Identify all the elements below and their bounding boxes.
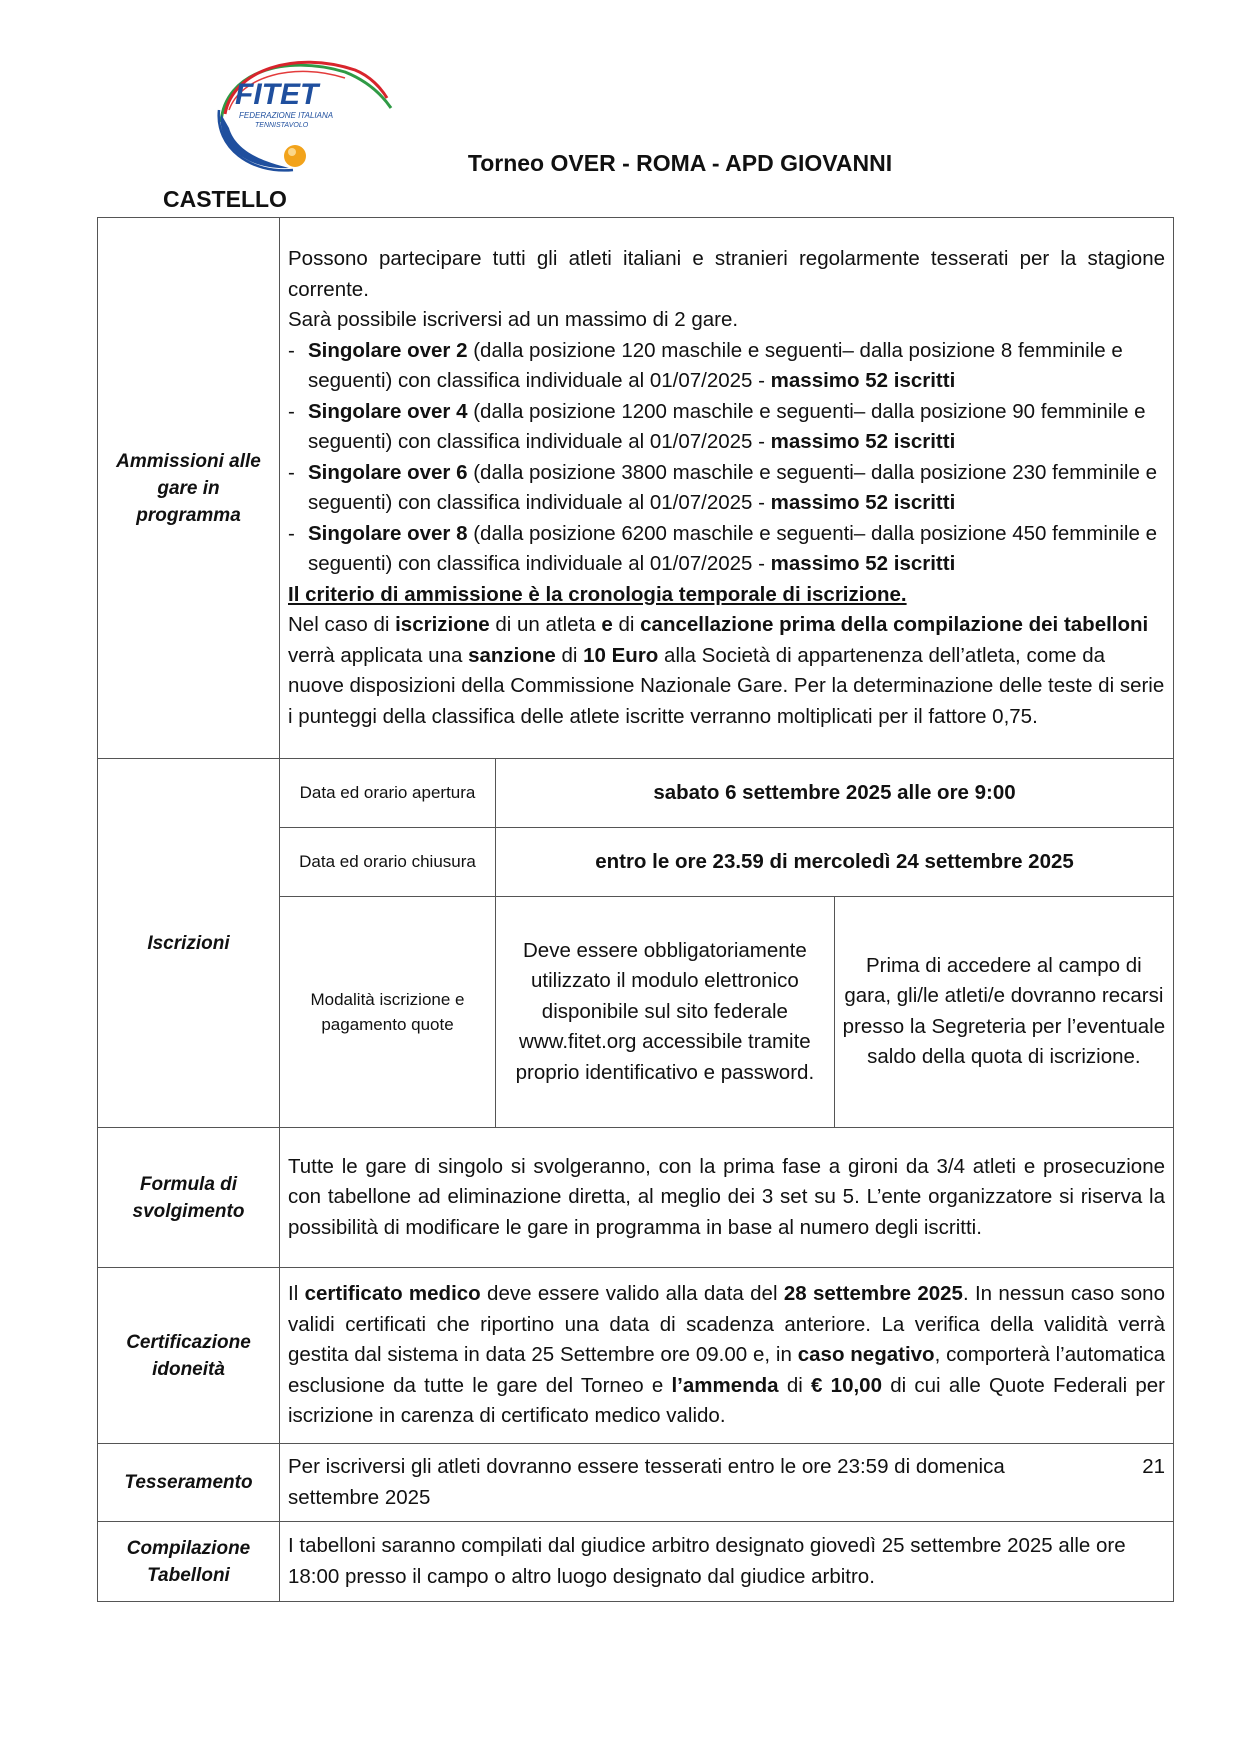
row-iscrizioni xyxy=(98,759,1174,1128)
page-title: Torneo OVER - ROMA - APD GIOVANNI xyxy=(467,150,893,176)
modalita-online: Deve essere obbligatoriamente utilizzato il modulo elettronico disponibile sul sito federale www.fitet.org accessibile tramite proprio identificativo e password. xyxy=(496,896,835,1127)
apertura-value: sabato 6 settembre 2025 alle ore 9:00 xyxy=(496,759,1174,827)
criterio-ammissione: Il criterio di ammissione è la cronologia temporale di iscrizione. xyxy=(288,582,907,606)
logo-subtext: FEDERAZIONE ITALIANA xyxy=(239,111,334,120)
label-tesseramento: Tesseramento xyxy=(98,1444,280,1522)
label-iscrizioni: Iscrizioni xyxy=(98,759,280,1128)
ammissioni-intro: Possono partecipare tutti gli atleti italiani e stranieri regolarmente tesserati per la stagione corrente. xyxy=(288,247,1165,301)
fitet-logo xyxy=(215,52,393,174)
row-compilazione xyxy=(98,1522,1174,1602)
list-item: - Singolare over 6 (dalla posizione 3800 maschile e seguenti– dalla posizione 230 femminile e seguenti) con classifica individuale al 01/07/2025 - massimo 52 iscritti xyxy=(288,460,1157,514)
row-certificazione xyxy=(98,1268,1174,1444)
label-formula: Formula di svolgimento xyxy=(98,1128,280,1268)
content-certificazione: Il certificato medico deve essere valido alla data del 28 settembre 2025. In nessun caso sono validi certificati che riportino una data di scadenza anteriore. La verifica della validità verrà gestita dal sistema in data 25 Settembre ore 09.00 e, in caso negativo, comporterà l’automatica esclusione da tutte le gare del Torneo e l’ammenda di € 10,00 di cui alle Quote Federali per iscrizione in carenza di certificato medico valido. xyxy=(280,1268,1174,1444)
logo-text: FITET xyxy=(235,78,319,111)
chiusura-value: entro le ore 23.59 di mercoledì 24 settembre 2025 xyxy=(496,827,1174,896)
content-tesseramento: Per iscriversi gli atleti dovranno essere tesserati entro le ore 23:59 di domenica 21 settembre 2025 xyxy=(280,1444,1174,1522)
list-item: - Singolare over 4 (dalla posizione 1200 maschile e seguenti– dalla posizione 90 femminile e seguenti) con classifica individuale al 01/07/2025 - massimo 52 iscritti xyxy=(288,399,1146,453)
modalita-saldo: Prima di accedere al campo di gara, gli/le atleti/e dovranno recarsi presso la Segreteria per l’eventuale saldo della quota di iscrizione. xyxy=(834,896,1173,1127)
row-formula xyxy=(98,1128,1174,1268)
logo-subtext-2: TENNISTAVOLO xyxy=(255,122,309,129)
list-item: - Singolare over 8 (dalla posizione 6200 maschile e seguenti– dalla posizione 450 femminile e seguenti) con classifica individuale al 01/07/2025 - massimo 52 iscritti xyxy=(288,521,1157,575)
content-iscrizioni xyxy=(280,759,1174,1128)
chiusura-label: Data ed orario chiusura xyxy=(280,827,496,896)
ammissioni-max-gare: Sarà possibile iscriversi ad un massimo di 2 gare. xyxy=(288,308,739,331)
label-certificazione: Certificazione idoneità xyxy=(98,1268,280,1444)
list-item: - Singolare over 2 (dalla posizione 120 maschile e seguenti– dalla posizione 8 femminile e seguenti) con classifica individuale al 01/07/2025 - massimo 52 iscritti xyxy=(288,338,1123,392)
content-formula: Tutte le gare di singolo si svolgeranno, con la prima fase a gironi da 3/4 atleti e prosecuzione con tabellone ad eliminazione diretta, al meglio dei 3 set su 5. L’ente organizzatore si riserva la possibilità di modificare le gare in programma in base al numero degli iscritti. xyxy=(280,1128,1174,1268)
row-ammissioni xyxy=(98,218,1174,759)
iscrizioni-subtable xyxy=(280,759,1173,1127)
content-ammissioni xyxy=(280,218,1174,759)
content-compilazione: I tabelloni saranno compilati dal giudice arbitro designato giovedì 25 settembre 2025 alle ore 18:00 presso il campo o altro luogo designato dal giudice arbitro. xyxy=(280,1522,1174,1602)
modalita-label: Modalità iscrizione e pagamento quote xyxy=(280,896,496,1127)
label-compilazione: Compilazione Tabelloni xyxy=(98,1522,280,1602)
row-tesseramento xyxy=(98,1444,1174,1522)
sanzione-paragraph: Nel caso di iscrizione di un atleta e di cancellazione prima della compilazione dei tabelloni verrà applicata una sanzione di 10 Euro alla Società di appartenenza dell’atleta, come da nuove disposizioni della Commissione Nazionale Gare. Per la determinazione delle teste di serie i punteggi della classifica delle atlete iscritte verranno moltiplicati per il fattore 0,75. xyxy=(288,613,1165,728)
page-subtitle: CASTELLO xyxy=(163,186,287,212)
tournament-table xyxy=(97,217,1174,1602)
label-ammissioni: Ammissioni alle gare in programma xyxy=(98,218,280,759)
apertura-label: Data ed orario apertura xyxy=(280,759,496,827)
